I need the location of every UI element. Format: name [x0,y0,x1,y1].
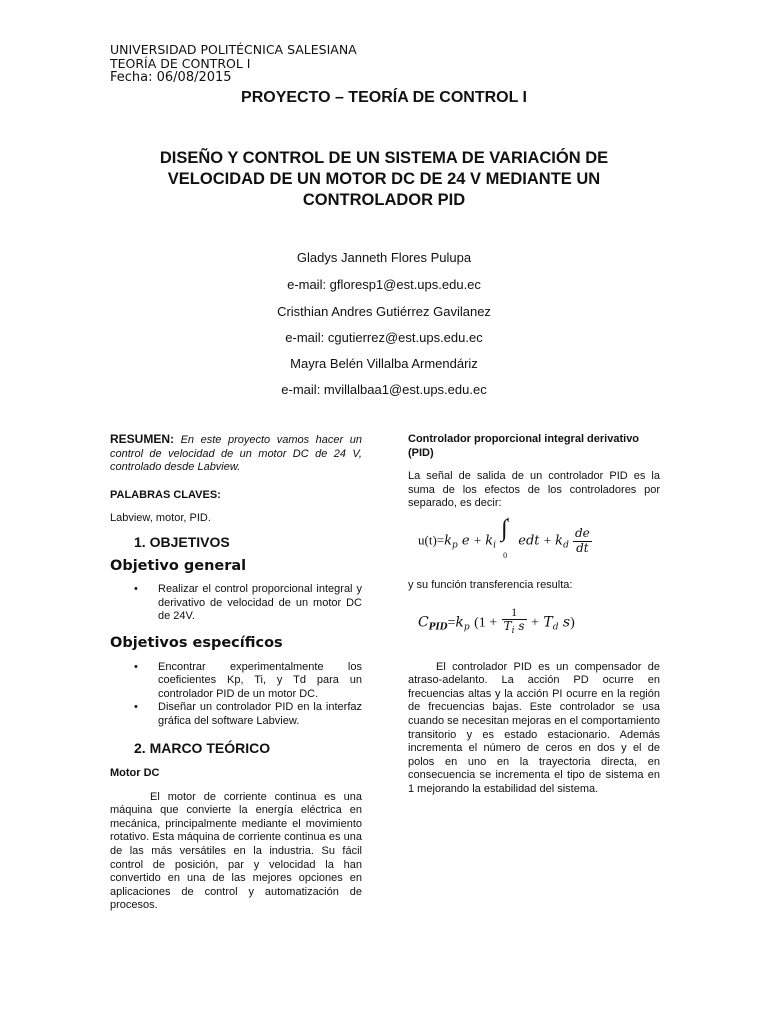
transfer-function: $C_{PID}=k_p$ (1 + $\frac{1}{T_i s}$ + $T_d$ s) [408,593,660,651]
pid-heading: Controlador proporcional integral derivativo (PID) [408,433,640,459]
paper-title [0,148,768,211]
left-column [110,433,362,913]
author-email: e-mail: cgutierrez@est.ups.edu.ec [285,330,483,345]
keywords: Labview, motor, PID. [110,512,211,525]
section-marco-teorico: 2. MARCO TEÓRICO [134,739,271,756]
abstract-label: RESUMEN: [110,432,175,446]
abstract-text: En este proyecto vamos hacer un control de velocidad de un motor DC de 24 V, controlado desde Labview. [110,434,362,474]
derivative-fraction: $\frac{de}{dt}$ [574,525,590,555]
author-email: e-mail: mvillalbaa1@est.ups.edu.ec [281,382,487,397]
keywords-label: PALABRAS CLAVES: [110,488,221,501]
document-date: Fecha: 06/08/2015 [110,70,232,85]
title-line: DISEÑO Y CONTROL DE UN SISTEMA DE VARIACIÓN DE [159,149,609,167]
university-name: UNIVERSIDAD POLITÉCNICA SALESIANA [110,42,357,57]
abstract [110,433,362,475]
pid-equation: $u(t)=k_p$ $e + k_i$ ∫ t 0 edt + $k_d$ $\frac{de}{dt}$ [418,514,590,560]
right-column [408,433,660,797]
author-name: Gladys Janneth Flores Pulupa [296,250,472,265]
title-line: CONTROLADOR PID [302,191,466,209]
list-item: • Realizar el control proporcional integral y derivativo de velocidad de un motor DC de 24V. [110,583,362,624]
eq-lhs: u(t)= [418,532,445,548]
integral-fraction: $\frac{1}{T_i s}$ [503,604,525,637]
motor-dc-heading: Motor DC [110,767,160,780]
title-line: VELOCIDAD DE UN MOTOR DC DE 24 V MEDIANTE UN [167,170,601,188]
section-objetivos: 1. OBJETIVOS [134,533,230,550]
list-item: • Diseñar un controlador PID en la interfaz gráfica del software Labview. [110,701,362,728]
integral-sign: ∫ t 0 [501,514,510,560]
author-name: Mayra Belén Villalba Armendáriz [290,356,478,371]
objetivo-general-heading: Objetivo general [110,557,247,574]
list-item: • Encontrar experimentalmente los coeficientes Kp, Ti, y Td para un controlador PID de un motor DC. [110,661,362,702]
author-email: e-mail: gfloresp1@est.ups.edu.ec [287,277,481,292]
course-name: TEORÍA DE CONTROL I [110,56,251,71]
transfer-intro: y su función transferencia resulta: [408,578,573,591]
pid-description: El controlador PID es un compensador de atraso-adelanto. La acción PD ocurre en frecuencias altas y la acción PI ocurre en la región de frecuencias bajas. Este controlador se usa cuando se necesitan mejoras en el comportamiento transitorio y es estado estacionario. Además incrementa el número de ceros en dos y el de polos en uno en la trayectoria directa, en consecuencia se incrementa el tipo de sistema en 1 mejorando la estabilidad del sistema. [408,660,660,795]
project-title: PROYECTO – TEORÍA DE CONTROL I [241,89,527,106]
objetivos-especificos-heading: Objetivos específicos [110,634,283,651]
pid-intro: La señal de salida de un controlador PID es la suma de los efectos de los controladores por separado, es decir: [408,470,660,510]
motor-dc-paragraph: El motor de corriente continua es una máquina que convierte la energía eléctrica en mecánica, principalmente mediante el movimiento rotativo. Esta máquina de corriente continua es una de las más versátiles en la industria. Su fácil control de posición, par y velocidad la han convertido en una de las mejores opciones en aplicaciones de control y automatización de procesos. [110,790,362,912]
author-name: Cristhian Andres Gutiérrez Gavilanez [277,304,491,319]
